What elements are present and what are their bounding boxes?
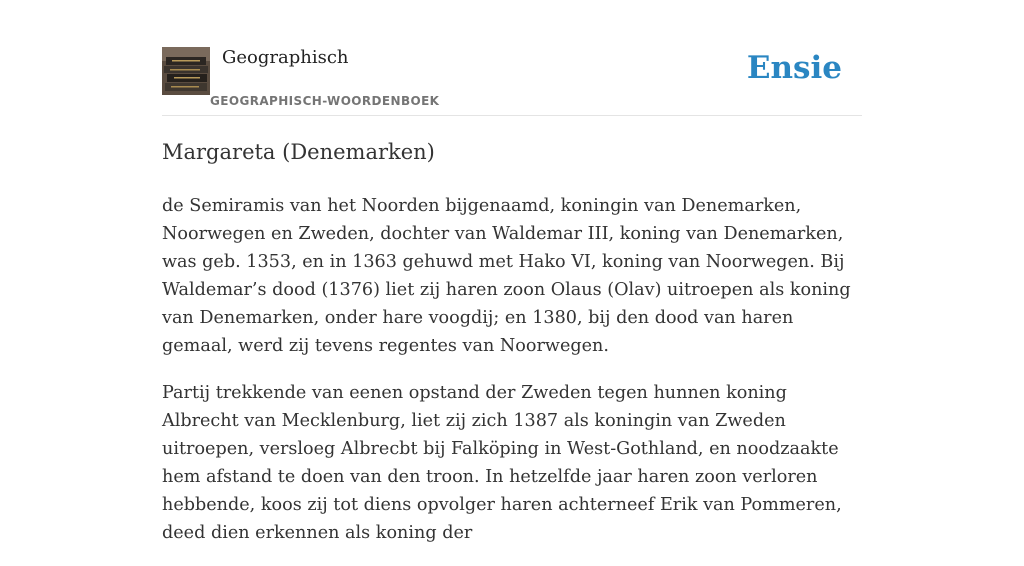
books-image (162, 47, 210, 95)
source-header (162, 46, 862, 116)
article-paragraph: de Semiramis van het Noorden bijgenaamd, koningin van Denemarken, Noorwegen en Zweden, dochter van Waldemar III, koning van Denemarken, was geb. 1353, en in 1363 gehuwd met Hako VI, koning van Noorwegen. Bij Waldemar’s dood (1376) liet zij haren zoon Olaus (Olav) uitroepen als koning van Denemarken, onder hare voogdij; en 1380, bij den dood van haren gemaal, werd zij tevens regentes van Noorwegen. (162, 196, 851, 356)
article-title: Margareta (Denemarken) (162, 140, 435, 164)
ensie-logo-link[interactable]: Ensie (746, 50, 842, 86)
article-paragraph: Partij trekkende van eenen opstand der Zweden tegen hunnen koning Albrecht van Mecklenburg, liet zij zich 1387 als koningin van Zweden uitroepen, versloeg Albrecbt bij Falköping in West-Gothland, en noodzaakte hem afstand te doen van den troon. In hetzelfde jaar haren zoon verloren hebbende, koos zij tot diens opvolger haren achterneef Erik van Pommeren, deed dien erkennen als koning der (162, 383, 842, 543)
source-name-link[interactable]: Geographisch (222, 47, 349, 68)
article-body (162, 192, 862, 566)
source-avatar[interactable] (162, 47, 210, 95)
source-slug: GEOGRAPHISCH-WOORDENBOEK (210, 94, 440, 108)
